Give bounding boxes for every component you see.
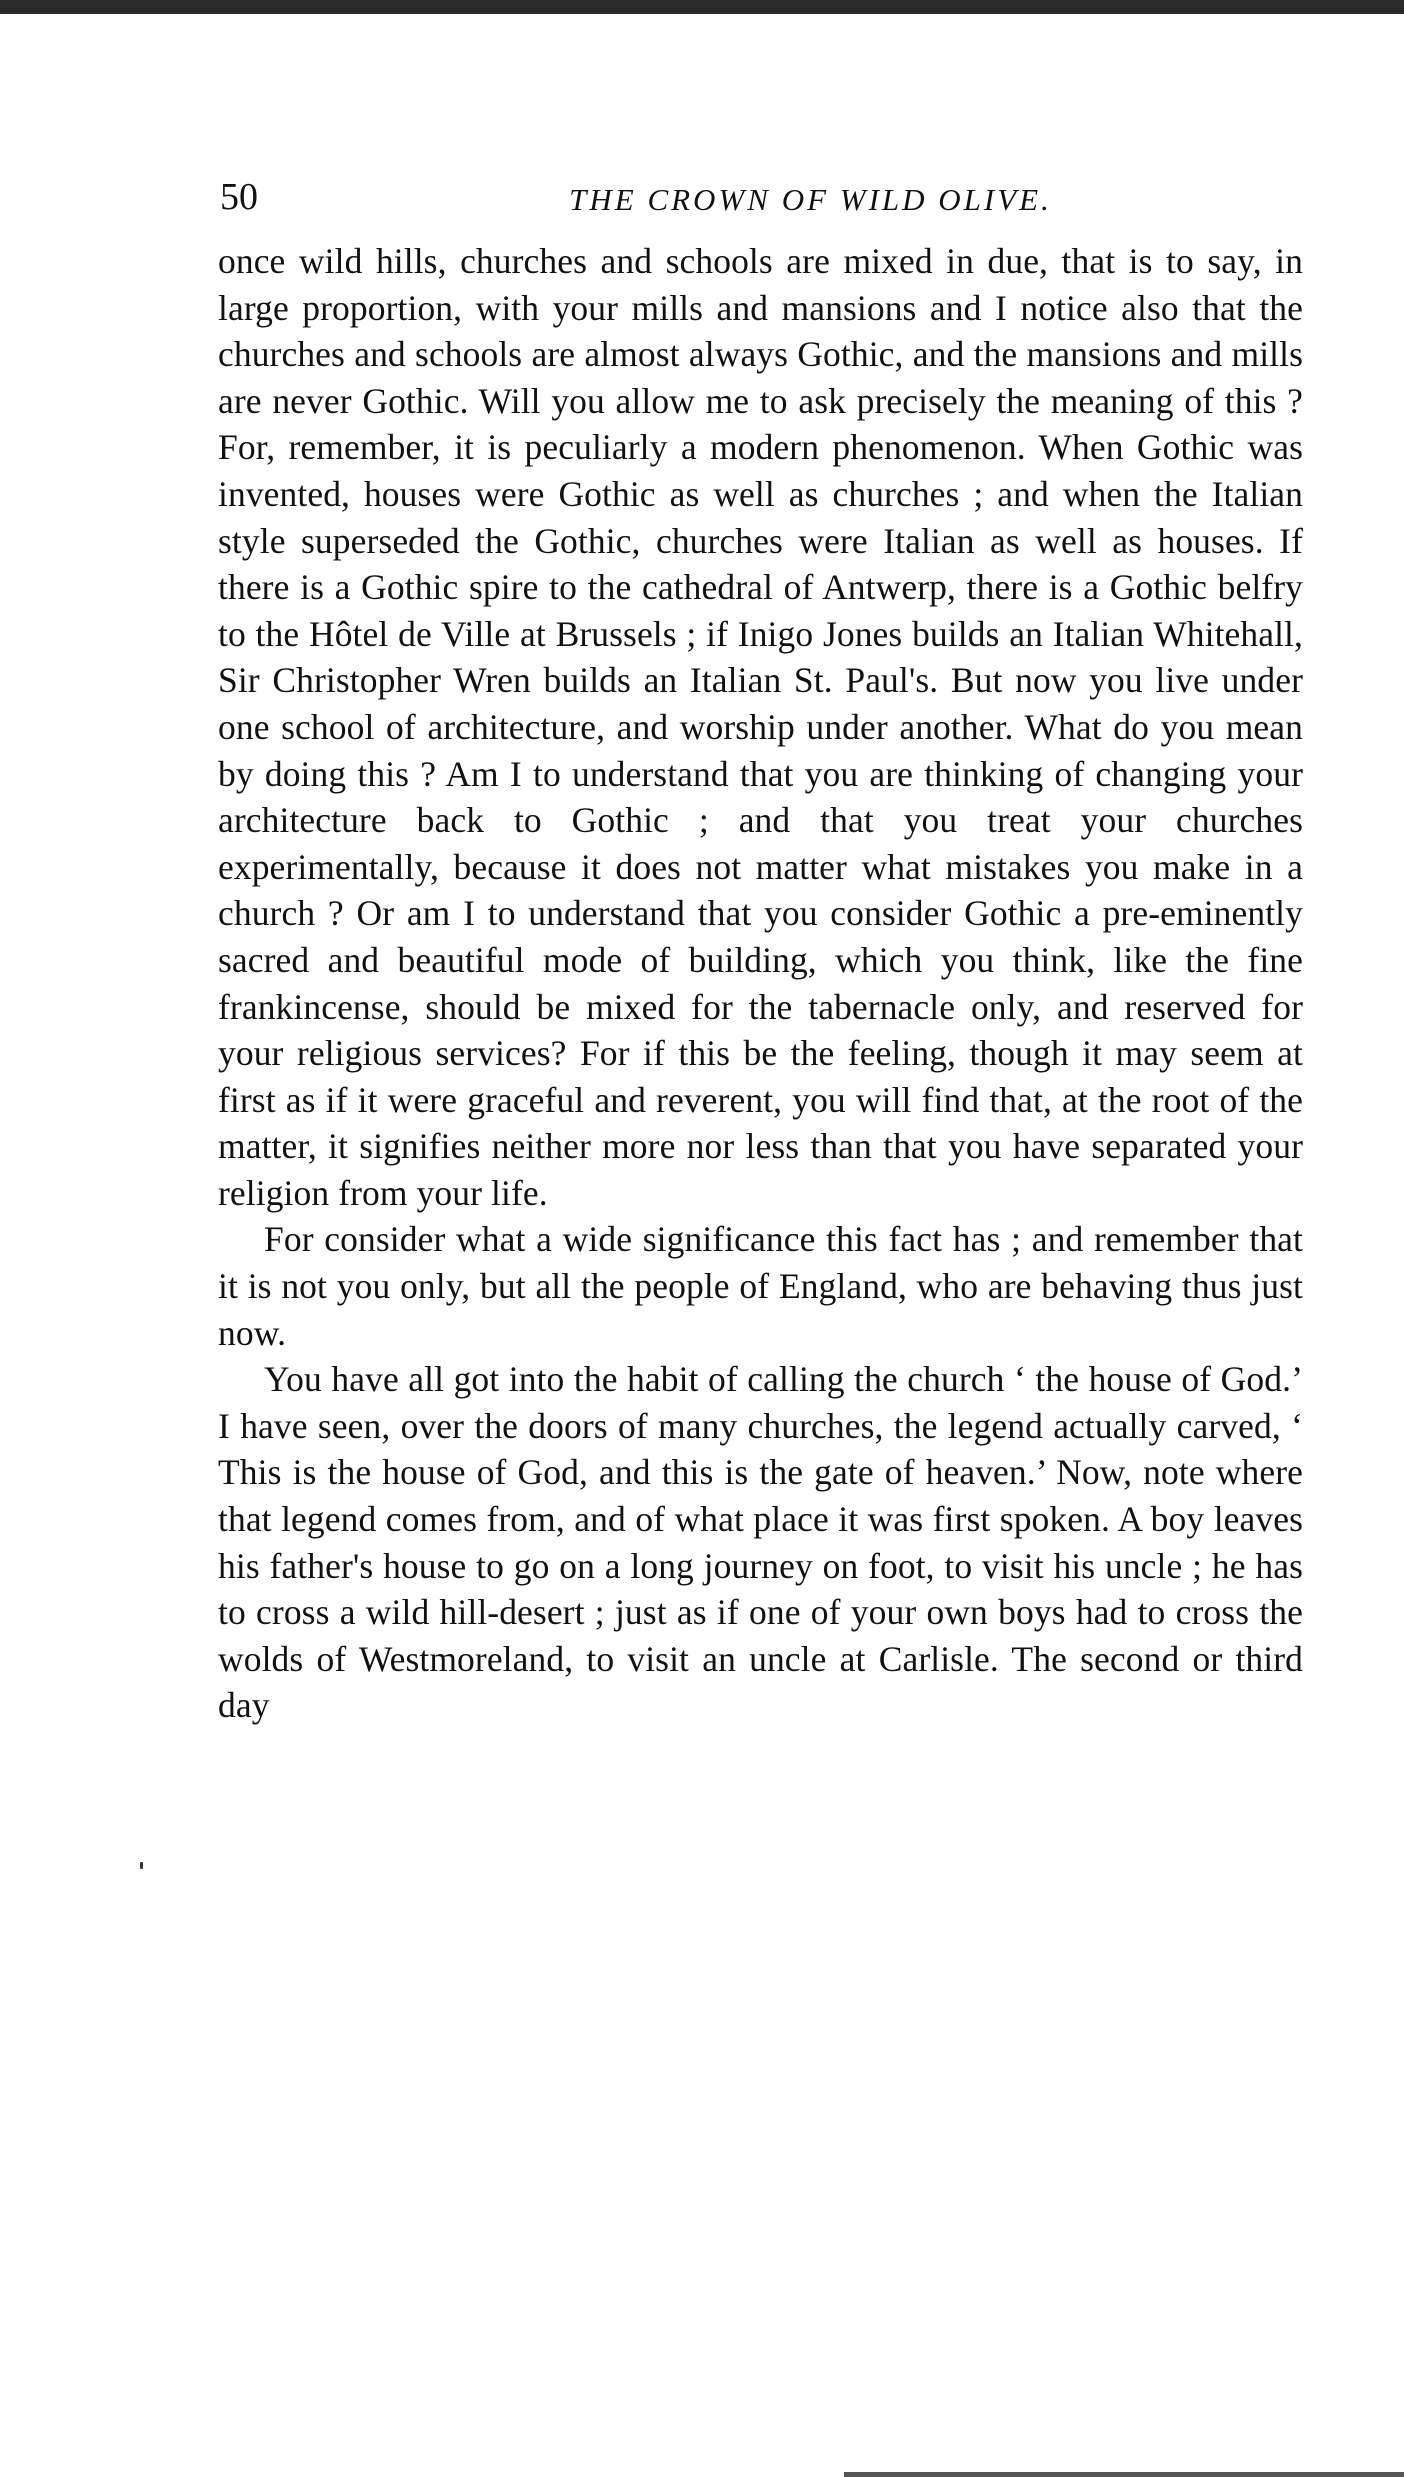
page-number: 50	[220, 176, 258, 218]
paragraph-1: once wild hills, churches and schools are mixed in due, that is to say, in large proportion, with your mills and mansions and I notice also that the churches and schools are almost always Gothic, and the mansions and mills are never Gothic. Will you allow me to ask precisely the meaning of this ? For, remember, it is peculiarly a modern phenomenon. When Gothic was invented, houses were Gothic as well as churches ; and when the Italian style superseded the Gothic, churches were Italian as well as houses. If there is a Gothic spire to the cathedral of Antwerp, there is a Gothic belfry to the Hôtel de Ville at Brussels ; if Inigo Jones builds an Italian Whitehall, Sir Christopher Wren builds an Italian St. Paul's. But now you live under one school of architecture, and worship under another. What do you mean by doing this ? Am I to understand that you are thinking of changing your architecture back to Gothic ; and that you treat your churches experimentally, because it does not matter what mistakes you make in a church ? Or am I to understand that you consider Gothic a pre-eminently sacred and beautiful mode of building, which you think, like the fine frankincense, should be mixed for the tabernacle only, and reserved for your religious services? For if this be the feeling, though it may seem at first as if it were graceful and reverent, you will find that, at the root of the matter, it signifies neither more nor less than that you have separated your religion from your life.	[218, 241, 1303, 1213]
running-title: THE CROWN OF WILD OLIVE.	[569, 182, 1052, 217]
paragraph-3: You have all got into the habit of calling the church ‘ the house of God.’ I have seen, over the doors of many churches, the legend actually carved, ‘ This is the house of God, and this is the gate of heaven.’ Now, note where that legend comes from, and of what place it was first spoken. A boy leaves his father's house to go on a long journey on foot, to visit his uncle ; he has to cross a wild hill-desert ; just as if one of your own boys had to cross the wolds of Westmoreland, to visit an uncle at Carlisle. The second or third day	[218, 1359, 1303, 1726]
book-page	[218, 170, 1303, 1729]
scan-speck	[140, 1862, 143, 1869]
scan-top-edge	[0, 0, 1404, 14]
paragraph-2: For consider what a wide significance this fact has ; and remember that it is not you only, but all the people of England, who are behaving thus just now.	[218, 1219, 1303, 1353]
body-text	[218, 238, 1303, 1729]
scan-bottom-edge	[844, 2472, 1404, 2477]
running-header	[218, 170, 1303, 230]
